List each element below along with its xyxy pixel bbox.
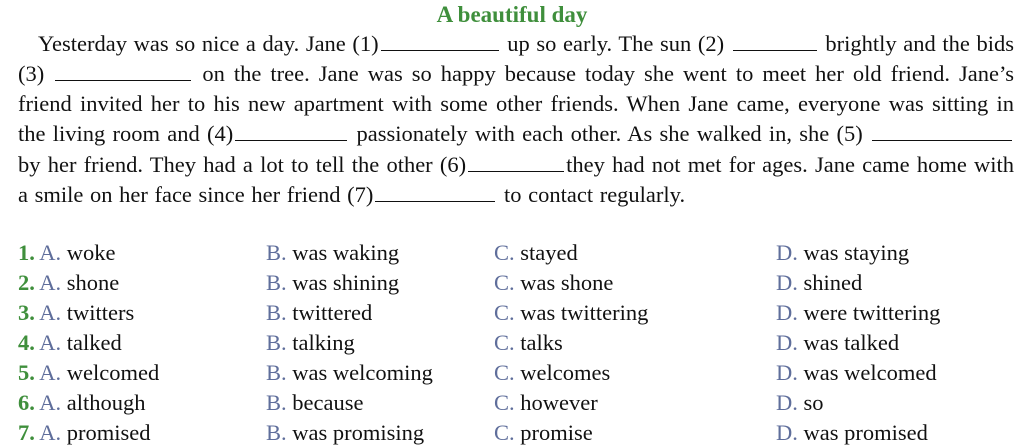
option-text: welcomes [520, 360, 611, 385]
blank-number: (3) [18, 61, 45, 87]
option-letter: A. [39, 330, 62, 355]
question-row [18, 356, 1014, 386]
option-text: was talked [803, 330, 900, 355]
option-a[interactable] [18, 390, 146, 416]
option-letter: B. [266, 390, 287, 415]
option-letter: C. [494, 330, 515, 355]
blank-number: (7) [347, 182, 374, 208]
passage-text: up so early. The sun [507, 31, 692, 56]
option-text: talked [66, 330, 122, 355]
option-letter: C. [494, 360, 515, 385]
option-text: promised [66, 420, 151, 445]
option-d[interactable] [776, 270, 862, 296]
option-letter: B. [266, 240, 287, 265]
option-letter: C. [494, 270, 515, 295]
question-list [18, 236, 1014, 446]
option-letter: D. [776, 330, 798, 355]
option-letter: C. [494, 300, 515, 325]
option-d[interactable] [776, 360, 937, 386]
option-text: was welcoming [292, 360, 433, 385]
passage-text: Yesterday was so nice a day. Jane [38, 31, 346, 56]
question-number: 2. [18, 270, 35, 295]
option-d[interactable] [776, 330, 899, 356]
option-text: was twittering [520, 300, 649, 325]
option-c[interactable] [494, 300, 648, 326]
option-text: stayed [520, 240, 578, 265]
blank-7[interactable] [375, 179, 495, 202]
option-b[interactable] [266, 390, 363, 416]
blank-number: (6) [439, 151, 467, 177]
option-text: however [520, 390, 598, 415]
option-b[interactable] [266, 420, 424, 446]
option-letter: A. [39, 390, 62, 415]
option-text: was staying [803, 240, 910, 265]
passage-text: passionately with each other. As she walked in, she [356, 121, 830, 147]
option-d[interactable] [776, 420, 928, 446]
option-b[interactable] [266, 330, 355, 356]
blank-number: (2) [697, 31, 725, 56]
blank-number: (1) [352, 31, 379, 56]
option-a[interactable] [18, 420, 151, 446]
option-text: so [803, 390, 824, 415]
option-letter: D. [776, 300, 798, 325]
option-a[interactable] [18, 330, 122, 356]
option-d[interactable] [776, 240, 909, 266]
question-row [18, 326, 1014, 356]
blank-6[interactable] [468, 149, 564, 172]
option-a[interactable] [18, 240, 116, 266]
passage-text: by her friend. They had a lot to tell the other [18, 151, 433, 177]
option-a[interactable] [18, 270, 119, 296]
option-b[interactable] [266, 300, 372, 326]
option-letter: A. [39, 240, 62, 265]
question-row [18, 416, 1014, 446]
option-text: were twittering [803, 300, 941, 325]
option-letter: D. [776, 390, 798, 415]
blank-number: (4) [206, 121, 234, 147]
option-text: was promising [292, 420, 425, 445]
option-letter: D. [776, 270, 798, 295]
option-text: welcomed [66, 360, 160, 385]
passage-text: they had not met for ages. Jane came home with a smile on her face since her friend [18, 151, 1015, 208]
blank-4[interactable] [235, 118, 347, 141]
option-c[interactable] [494, 420, 593, 446]
option-text: talks [520, 330, 563, 355]
blank-3[interactable] [55, 58, 191, 81]
option-text: shined [803, 270, 863, 295]
option-d[interactable] [776, 390, 824, 416]
question-row [18, 386, 1014, 416]
page-title: A beautiful day [436, 2, 588, 27]
option-letter: C. [494, 240, 515, 265]
option-text: because [292, 390, 364, 415]
question-number: 6. [18, 390, 35, 415]
blank-2[interactable] [733, 28, 817, 51]
option-letter: C. [494, 420, 515, 445]
option-letter: B. [266, 270, 287, 295]
question-row [18, 236, 1014, 266]
option-text: promise [520, 420, 593, 445]
question-number: 5. [18, 360, 35, 385]
option-text: was waking [292, 240, 400, 265]
blank-1[interactable] [381, 28, 499, 51]
option-text: twitters [66, 300, 135, 325]
option-text: was welcomed [803, 360, 937, 385]
blank-number: (5) [836, 121, 863, 147]
option-letter: B. [266, 300, 287, 325]
option-c[interactable] [494, 240, 578, 266]
option-text: was shone [520, 270, 614, 295]
option-letter: A. [39, 300, 62, 325]
option-text: although [66, 390, 146, 415]
option-letter: B. [266, 420, 287, 445]
option-b[interactable] [266, 240, 399, 266]
option-text: talking [292, 330, 355, 355]
passage-text: to contact regularly. [503, 182, 686, 208]
option-d[interactable] [776, 300, 940, 326]
option-c[interactable] [494, 270, 613, 296]
passage-text: brightly and the bids [825, 31, 1014, 56]
option-letter: D. [776, 420, 798, 445]
option-c[interactable] [494, 330, 563, 356]
question-row [18, 266, 1014, 296]
option-letter: D. [776, 240, 798, 265]
question-number: 7. [18, 420, 35, 445]
passage [18, 28, 1014, 209]
option-text: twittered [292, 300, 373, 325]
option-letter: B. [266, 360, 287, 385]
option-b[interactable] [266, 270, 399, 296]
option-c[interactable] [494, 390, 598, 416]
option-a[interactable] [18, 360, 159, 386]
question-number: 3. [18, 300, 35, 325]
passage-text: on the tree. Jane was so happy because today she went to meet her old friend. Jane’s friend invited her to his new apartment with some other friends. When Jane came, everyone was sitting in the living room and [18, 61, 1014, 147]
option-text: woke [66, 240, 116, 265]
option-a[interactable] [18, 300, 134, 326]
option-text: shone [66, 270, 120, 295]
blank-5[interactable] [872, 118, 1012, 141]
question-row [18, 296, 1014, 326]
option-b[interactable] [266, 360, 433, 386]
option-letter: C. [494, 390, 515, 415]
option-letter: D. [776, 360, 798, 385]
option-text: was shining [292, 270, 400, 295]
option-letter: A. [39, 270, 62, 295]
option-c[interactable] [494, 360, 610, 386]
question-number: 1. [18, 240, 35, 265]
option-text: was promised [803, 420, 928, 445]
option-letter: A. [39, 420, 62, 445]
question-number: 4. [18, 330, 35, 355]
option-letter: A. [39, 360, 62, 385]
option-letter: B. [266, 330, 287, 355]
